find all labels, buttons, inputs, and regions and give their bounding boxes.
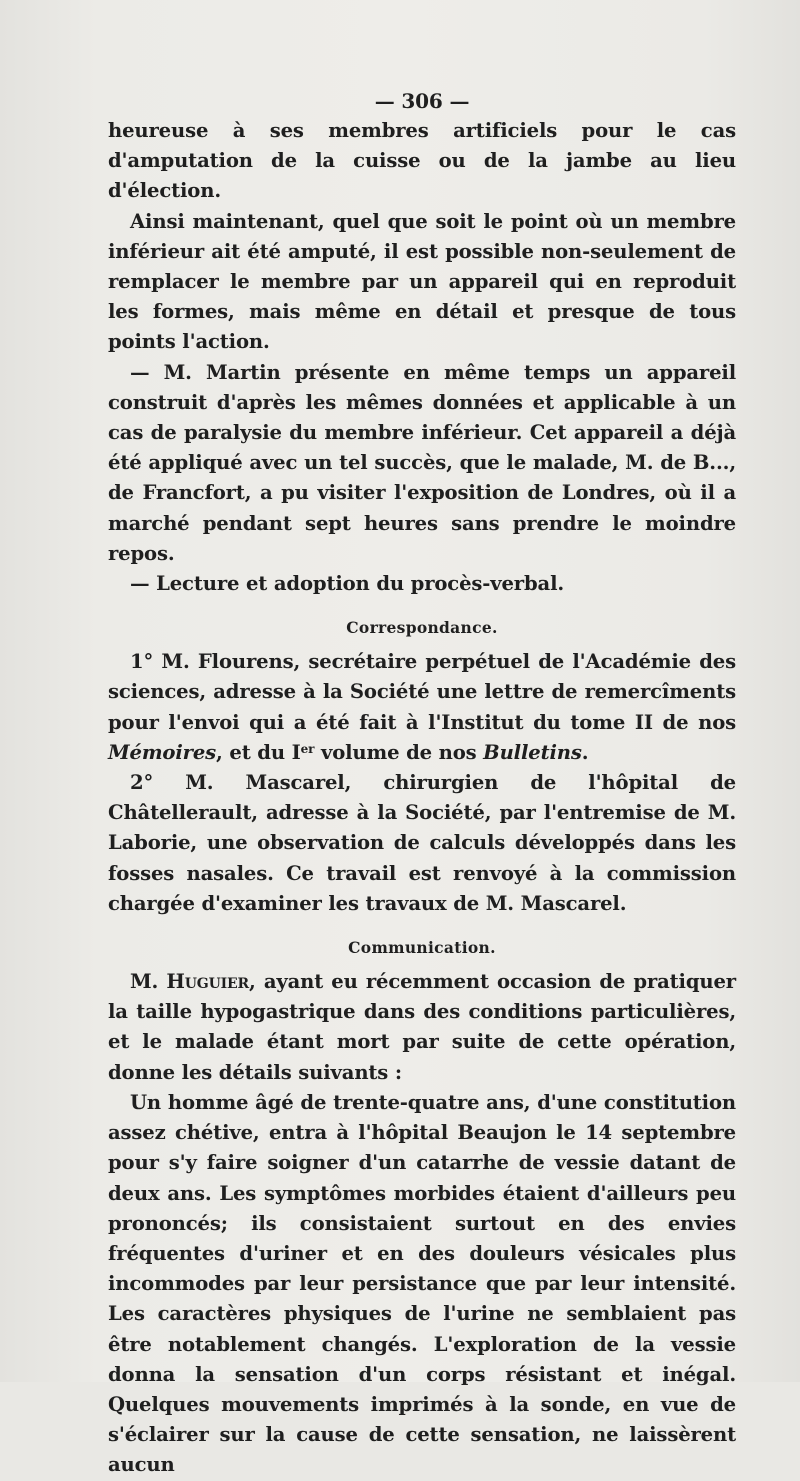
huguier-name: Huguier — [166, 970, 250, 994]
text-column — [108, 86, 736, 1481]
paragraph-amputation: Ainsi maintenant, quel que soit le point où un membre inférieur ait été amputé, il est possible non-seulement de remplacer le membre par un appareil qui en reproduit les formes, mais même en détail et presque de tous points l'action. — [108, 209, 736, 354]
page-number: — 306 — — [374, 89, 470, 113]
flourens-text-1: 1° M. Flourens, secrétaire perpétuel de l'Académie des sciences, adresse à la Société une lettre de remercîments pour l'envoi qui a été fait à l'Institut du tome II de nos — [108, 650, 736, 734]
huguier-text: , ayant eu récemment occasion de pratiquer la taille hypogastrique dans des conditions particulières, et le malade étant mort par suite de cette opération, donne les détails suivants : — [108, 970, 736, 1084]
paragraph-mascarel: 2° M. Mascarel, chirurgien de l'hôpital de Châtellerault, adresse à la Société, par l'entremise de M. Laborie, une observation de calculs développés dans les fosses nasales. Ce travail est renvoyé à la commission chargée d'examiner les travaux de M. Mascarel. — [108, 771, 736, 915]
paragraph-huguier — [108, 967, 736, 1088]
memoires-title: Mémoires — [108, 740, 217, 764]
superscript-er: er — [300, 741, 315, 756]
flourens-text-4: . — [581, 740, 589, 764]
paragraph-continuation: heureuse à ses membres artificiels pour le cas d'amputation de la cuisse ou de la jambe au lieu d'élection. — [108, 119, 736, 203]
flourens-text-2: , et du I — [216, 740, 301, 764]
paragraph-martin-appareil: — M. Martin présente en même temps un appareil construit d'après les mêmes données et applicable à un cas de paralysie du membre inférieur. Cet appareil a déjà été appliqué avec un tel succès, que le malade, M. de B..., de Francfort, a pu visiter l'exposition de Londres, où il a marché pendant sept heures sans prendre le moindre repos. — [108, 360, 736, 565]
flourens-text-3: volume de nos — [314, 740, 484, 764]
huguier-prefix: M. — [130, 970, 167, 994]
heading-correspondance: Correspondance. — [346, 618, 498, 638]
paragraph-proces-verbal: — Lecture et adoption du procès-verbal. — [130, 572, 565, 596]
paragraph-case-report: Un homme âgé de trente-quatre ans, d'une constitution assez chétive, entra à l'hôpital Beaujon le 14 septembre pour s'y faire soigner d'un catarrhe de vessie datant de deux ans. Les symptômes morbides étaient d'ailleurs peu prononcés; ils consistaient surtout en des envies fréquentes d'uriner et en des douleurs vésicales plus incommodes par leur persistance que par leur intensité. Les caractères physiques de l'urine ne semblaient pas être notablement changés. L'exploration de la vessie donna la sensation d'un corps résistant et inégal. Quelques mouvements imprimés à la sonde, en vue de s'éclairer sur la cause de cette sensation, ne laissèrent aucun — [108, 1090, 736, 1477]
paragraph-flourens — [108, 647, 736, 768]
bulletins-title: Bulletins — [483, 740, 582, 764]
heading-communication: Communication. — [348, 938, 496, 958]
